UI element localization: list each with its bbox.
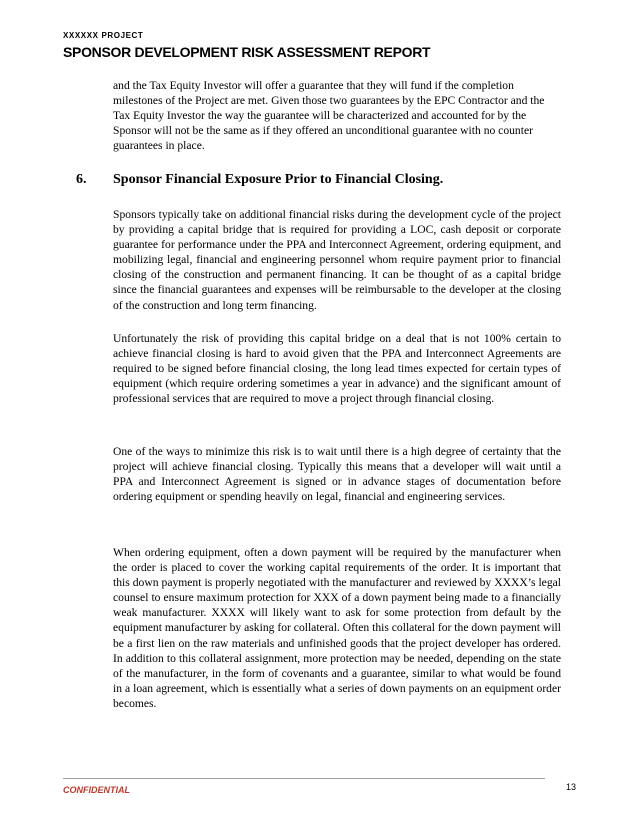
section-paragraph-3: One of the ways to minimize this risk is to wait until there is a high degree of certainty that the project will achieve financial closing. Typically this means that a developer will wait until a PPA and Interconnect Agreement is signed or in advance stages of documentation before ordering equipment or spending heavily on legal, financial and engineering services.	[113, 445, 561, 504]
section-paragraph-2: Unfortunately the risk of providing this capital bridge on a deal that is not 100% certain to achieve financial closing is hard to avoid given that the PPA and Interconnect Agreements are required to be signed before financial closing, the long lead times expected for certain types of equipment (which require ordering sometimes a year in advance) and the significant amount of professional services that are required to move a project through financial closing.	[113, 332, 561, 406]
section-paragraph-1: Sponsors typically take on additional financial risks during the development cycle of the project by providing a capital bridge that is required for providing a LOC, cash deposit or corporate guarantee for performance under the PPA and Interconnect Agreement, ordering equipment, and mobilizing legal, financial and engineering personnel whom require payment prior to financial closing of the construction and permanent financing. It can be thought of as a capital bridge since the financial guarantees and expenses will be reimbursable to the developer at the closing of the construction and long term financing.	[113, 208, 561, 312]
section-paragraph-4: When ordering equipment, often a down payment will be required by the manufacturer when the order is placed to cover the working capital requirements of the order. It is important that this down payment is properly negotiated with the manufacturer and reviewed by XXXX’s legal counsel to ensure maximum protection for XXX of a down payment being made to a financially weak manufacturer. XXXX will likely want to ask for some protection from default by the equipment manufacturer by asking for collateral. Often this collateral for the down payment will be a first lien on the raw materials and unfinished goods that the project developer has ordered. In addition to this collateral assignment, more protection may be needed, depending on the state of the manufacturer, in the form of covenants and a guarantee, similar to what would be found in a loan agreement, which is essentially what a series of down payments on an equipment order becomes.	[113, 546, 561, 710]
footer-divider	[63, 778, 545, 779]
project-label: XXXXXX PROJECT	[63, 31, 144, 40]
report-title: SPONSOR DEVELOPMENT RISK ASSESSMENT REPORT	[63, 44, 431, 60]
section-title: Sponsor Financial Exposure Prior to Financial Closing.	[113, 172, 444, 187]
section-number: 6.	[76, 172, 87, 187]
page-number: 13	[566, 782, 577, 792]
confidential-label: CONFIDENTIAL	[63, 785, 130, 795]
continued-paragraph: and the Tax Equity Investor will offer a guarantee that they will fund if the completion milestones of the Project are met. Given those two guarantees by the EPC Contractor and the Tax Equity Investor the way the guarantee will be characterized and accounted for by the Sponsor will not be the same as if they offered an unconditional guarantee with no counter guarantees in place.	[113, 79, 545, 153]
